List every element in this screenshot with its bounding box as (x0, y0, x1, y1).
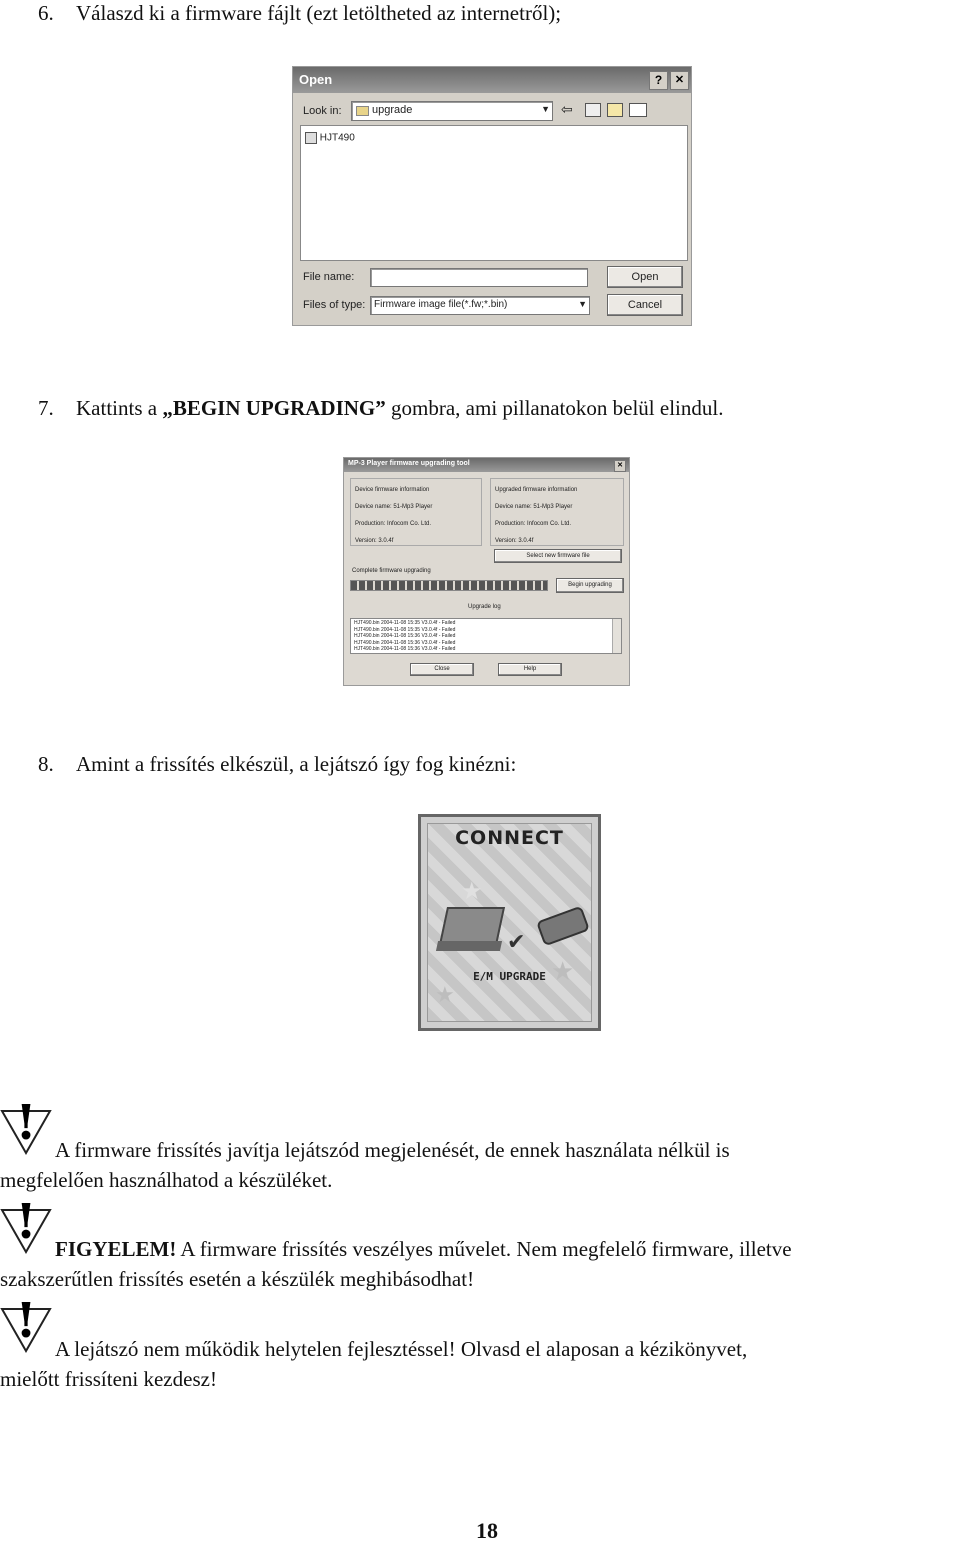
open-dialog-title: Open (299, 72, 333, 87)
step-8 (38, 752, 516, 777)
note-2 (0, 1234, 960, 1294)
back-icon[interactable]: ⇦ (561, 101, 573, 117)
open-button[interactable]: Open (607, 266, 683, 288)
table-row[interactable]: HJT490.bin 2004-11-08 15:36 V3.0.4f - Failed (354, 646, 456, 652)
note-1-line-1: A firmware frissítés javítja lejátszód megjelenését, de ennek használata nélkül is (55, 1138, 730, 1162)
device-name: Device name: 51-Mp3 Player (355, 504, 433, 510)
close-button[interactable]: ✕ (670, 71, 689, 90)
table-row[interactable]: HJT490.bin 2004-11-08 15:36 V3.0.4f - Failed (354, 633, 456, 639)
step-6 (38, 1, 561, 26)
note-1-line-2: megfelelően használhatod a készüléket. (0, 1168, 333, 1192)
folder-icon (356, 106, 369, 116)
file-list[interactable] (300, 125, 688, 261)
upgraded-info-header: Upgraded firmware information (495, 487, 578, 493)
star-icon: ★ (551, 957, 575, 986)
warning-mark: ! (15, 1194, 37, 1250)
progress-label: Complete firmware upgrading (352, 568, 431, 574)
chevron-down-icon[interactable]: ▼ (541, 104, 550, 114)
note-3-line-2: mielőtt frissíteni kezdesz! (0, 1367, 217, 1391)
up-folder-icon[interactable] (585, 103, 601, 117)
upgrade-tool-title: MP-3 Player firmware upgrading tool (348, 460, 470, 467)
look-in-select[interactable] (351, 101, 553, 121)
warning-mark: ! (15, 1095, 37, 1151)
open-dialog (292, 66, 692, 326)
files-of-type-value: Firmware image file(*.fw;*.bin) (374, 299, 508, 310)
laptop-base-icon (436, 941, 502, 951)
page-number: 18 (476, 1518, 498, 1543)
close-tool-button[interactable]: Close (410, 663, 474, 676)
upgrade-tool-window (343, 457, 630, 686)
files-of-type-label: Files of type: (303, 299, 366, 311)
progress-fill (351, 581, 547, 590)
chevron-down-icon[interactable]: ▼ (578, 299, 587, 309)
note-2-line-1 (0, 1234, 960, 1264)
help-tool-button[interactable]: Help (498, 663, 562, 676)
view-menu-icon[interactable] (629, 103, 647, 117)
note-2-text: A firmware frissítés veszélyes művelet. Nem megfelelő firmware, illetve (176, 1237, 792, 1261)
upgrade-log-label: Upgrade log (468, 604, 501, 610)
warning-mark: ! (15, 1293, 37, 1349)
log-lines (354, 620, 455, 653)
progress-bar (350, 580, 548, 591)
note-3-line-1: A lejátszó nem működik helytelen fejlesztéssel! Olvasd el alaposan a kézikönyvet, (55, 1337, 748, 1361)
file-name-label: File name: (303, 271, 355, 283)
step-text-pre: Kattints a (76, 396, 163, 420)
log-scrollbar[interactable] (612, 619, 621, 653)
note-2-line-2: szakszerűtlen frissítés esetén a készülék meghibásodhat! (0, 1267, 475, 1291)
begin-upgrading-button[interactable]: Begin upgrading (556, 578, 624, 593)
note-1 (0, 1135, 960, 1195)
device-info-group (350, 478, 482, 546)
files-of-type-select[interactable] (370, 296, 590, 315)
new-folder-icon[interactable] (607, 103, 623, 117)
upgrade-log-list[interactable] (350, 618, 622, 654)
look-in-label: Look in: (303, 105, 342, 117)
step-7 (38, 396, 723, 421)
device-producer: Production: Infocom Co. Ltd. (355, 521, 432, 527)
star-icon: ★ (461, 879, 483, 905)
step-text-post: gombra, ami pillanatokon belül elindul. (385, 396, 724, 420)
device-info-header: Device firmware information (355, 487, 430, 493)
upgrade-tool-titlebar (344, 458, 629, 472)
open-dialog-titlebar (293, 67, 691, 93)
upgraded-info-group (490, 478, 624, 546)
table-row[interactable]: HJT490.bin 2004-11-08 15:36 V3.0.4f - Failed (354, 639, 456, 646)
player-screen (418, 814, 601, 1031)
table-row[interactable]: HJT490.bin 2004-11-08 15:35 V3.0.4f - Failed (354, 620, 456, 626)
help-button[interactable]: ? (649, 71, 668, 90)
upgraded-producer: Production: Infocom Co. Ltd. (495, 521, 572, 527)
file-item-name: HJT490 (319, 132, 355, 144)
upgraded-version: Version: 3.0.4f (495, 538, 534, 544)
player-header: CONNECT (455, 827, 564, 849)
begin-upgrading-term: „BEGIN UPGRADING” (162, 396, 386, 420)
file-icon (305, 132, 317, 144)
upgraded-name: Device name: 51-Mp3 Player (495, 504, 573, 510)
step-text: Válaszd ki a firmware fájlt (ezt letöltheted az internetről); (76, 1, 562, 25)
step-number: 6. (38, 1, 54, 25)
laptop-icon (439, 907, 505, 945)
select-firmware-button[interactable]: Select new firmware file (494, 549, 622, 563)
warning-heading: FIGYELEM! (55, 1237, 177, 1261)
close-button[interactable]: ✕ (614, 460, 626, 472)
look-in-value: upgrade (372, 104, 413, 116)
file-name-field[interactable] (370, 268, 588, 287)
list-item[interactable] (305, 132, 355, 144)
player-footer: E/M UPGRADE (473, 970, 546, 983)
table-row[interactable]: HJT490.bin 2004-11-08 15:35 V3.0.4f - Failed (354, 626, 456, 633)
cancel-button[interactable]: Cancel (607, 294, 683, 316)
checkmark-icon: ✔ (507, 929, 526, 954)
device-version: Version: 3.0.4f (355, 538, 394, 544)
note-3 (0, 1334, 960, 1394)
step-text: Amint a frissítés elkészül, a lejátszó így fog kinézni: (76, 752, 517, 776)
step-number: 8. (38, 752, 54, 776)
step-number: 7. (38, 396, 54, 420)
star-icon: ★ (435, 982, 455, 1007)
